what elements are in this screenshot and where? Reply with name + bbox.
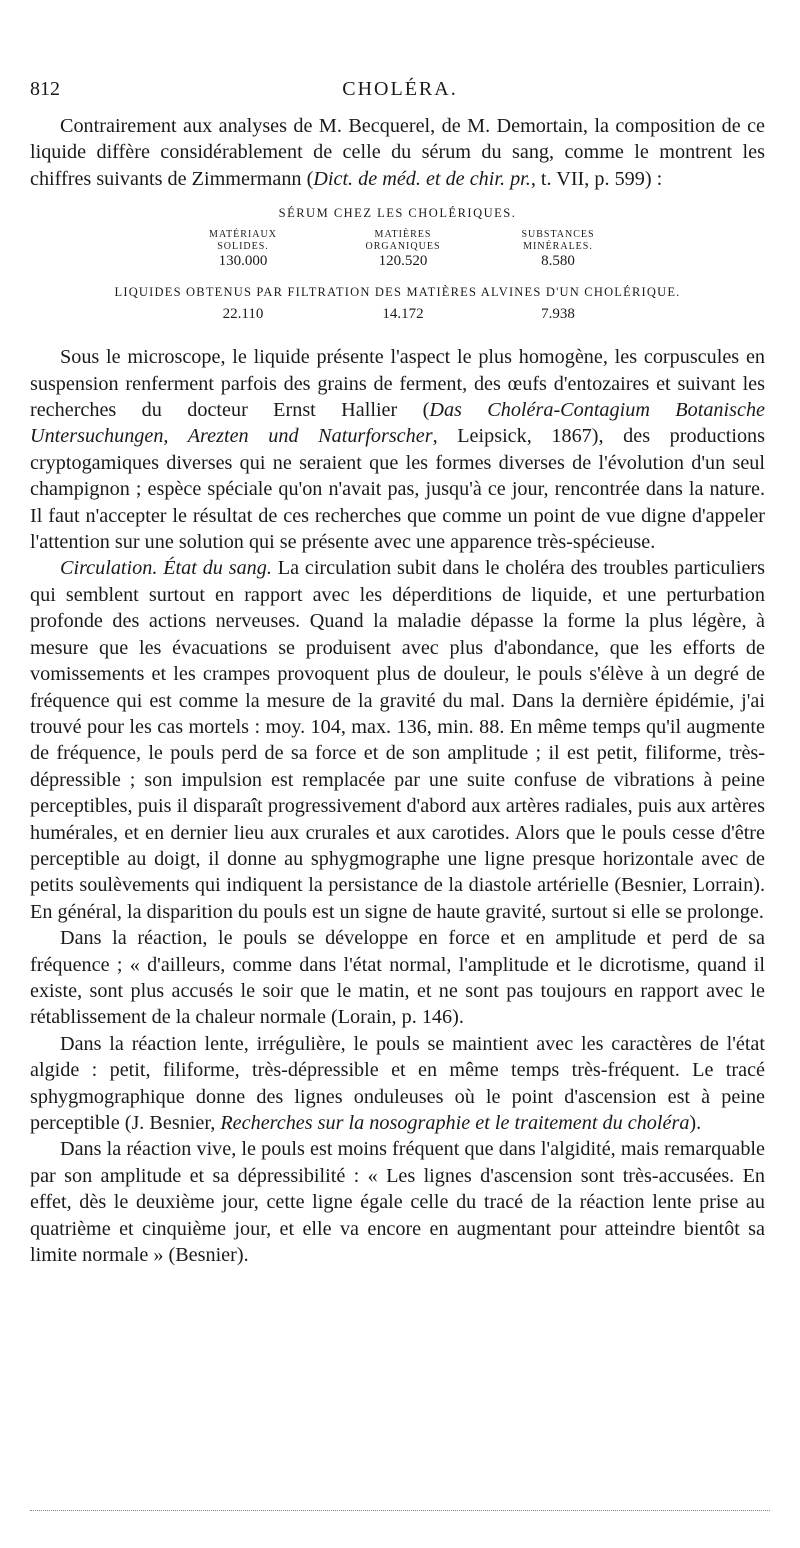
p1-text-a: Sous le microscope, le liquide présente l'aspect le plus homogène, les corpuscules en suspension renferment parfois des grains de ferment, des œufs d'entozaires et suivant les recherches du docteur Ernst Hallier ( [30, 346, 765, 422]
slow-reaction-paragraph [30, 1031, 765, 1137]
table-row-liquides [30, 306, 765, 326]
microscope-paragraph [30, 344, 765, 555]
p1-citation: Das Choléra-Contagium Botanische Untersuchungen, Arezten und Naturforscher [30, 399, 765, 448]
circulation-paragraph [30, 555, 765, 925]
intro-citation: Dict. de méd. et de chir. pr. [313, 167, 531, 190]
table-header-row-1 [30, 229, 765, 241]
section-heading-circulation: Circulation. État du sang. [60, 557, 272, 580]
table-title-serum: SÉRUM CHEZ LES CHOLÉRIQUES. [278, 206, 517, 221]
intro-text: Contrairement aux analyses de M. Becquerel, de M. Demortain, la composition de ce liquide diffère considérablement de celle du sérum du sang, comme le montrent les chiffres suivants de Zimmermann ( [30, 115, 765, 190]
table-cell: 130.000 [218, 253, 268, 270]
p4-text-c: ). [689, 1112, 702, 1134]
page-number: 812 [30, 78, 60, 100]
p4-text-a: Dans la réaction lente, irrégulière, le pouls se maintient avec les caractères de l'état algide : petit, filiforme, très-dépressible et en même temps très-fréquent. Le tracé sphygmographique donne des lignes onduleuses où le point d'ascension est à peine perceptible (J. Besnier, [30, 1032, 765, 1134]
reaction-paragraph: Dans la réaction, le pouls se développe en force et en amplitude et perd de sa fréquence ; « d'ailleurs, comme dans l'état normal, l'amplitude et le dicrotisme, quand il existe, sont plus accusés le soir que le matin, et ne sont pas toujours en rapport avec le rétablissement de la chaleur normale (Lorain, p. 146). [30, 927, 765, 1029]
p2-text: La circulation subit dans le choléra des troubles particuliers qui semblent surtout en rapport avec les déperditions de liquide, et une perturbation profonde des actions nerveuses. Quand la maladie dépasse la forme la plus légère, à mesure que les évacuations se produisent avec plus d'abondance, que les efforts de vomissements et les crampes provoquent plus de douleur, le pouls s'élève à un degré de fréquence qui est comme la mesure de la gravité du mal. Dans la dernière épidémie, j'ai trouvé pour les cas mortels : moy. 104, max. 136, min. 88. En même temps qu'il augmente de fréquence, le pouls perd de sa force et de son amplitude ; il est petit, filiforme, très-dépressible ; son impulsion est remplacée par une suite confuse de vibrations à peine perceptibles, puis il disparaît progressivement d'abord aux artères radiales, puis aux artères humérales, et en dernier lieu aux crurales et aux carotides. Alors que le pouls cesse d'être perceptible au doigt, il donne au sphygmographe une ligne presque horizontale avec de petits soulèvements qui indiquent la persistance de la diastole artérielle (Besnier, Lorrain). En général, la disparition du pouls est un signe de haute gravité, surtout si elle se prolonge. [30, 557, 765, 923]
table-cell: 120.520 [378, 253, 428, 270]
p1-text-c: , Leipsick, 1867), des productions cryptogamiques diverses qui ne seraient que les formes diverses de l'évolution d'un seul champignon ; espèce spéciale qu'on n'avait pas, jusqu'à ce jour, rencontrée dans la nature. Il faut n'accepter le résultat de ces recherches que comme un point de vue digne d'appeler l'attention sur une solution qui se présente avec une apparence très-spécieuse. [30, 425, 765, 554]
intro-paragraph [30, 113, 765, 192]
col-header-1-line1: MATÉRIAUX [209, 229, 277, 241]
table-cell: 7.938 [541, 306, 575, 323]
col-header-2-line1: MATIÈRES [374, 229, 432, 241]
table-header-row-2 [30, 241, 765, 253]
page-header [30, 78, 770, 108]
intro-text-end: , t. VII, p. 599) : [530, 167, 663, 190]
col-header-1-line2: SOLIDES. [217, 241, 269, 253]
table-cell: 8.580 [541, 253, 575, 270]
analysis-table [30, 206, 765, 326]
col-header-2-line2: ORGANIQUES [365, 241, 441, 253]
table-cell: 14.172 [382, 306, 424, 323]
table-row-serum [30, 253, 765, 273]
col-header-3-line2: MINÉRALES. [523, 241, 593, 253]
table-title-liquides: LIQUIDES OBTENUS PAR FILTRATION DES MATIÈRES ALVINES D'UN CHOLÉRIQUE. [114, 285, 681, 300]
p4-citation: Recherches sur la nosographie et le traitement du choléra [220, 1112, 690, 1134]
running-title: CHOLÉRA. [342, 78, 458, 100]
col-header-3-line1: SUBSTANCES [521, 229, 595, 241]
bottom-dotted-line [30, 1510, 770, 1512]
table-cell: 22.110 [222, 306, 264, 323]
page-body [30, 113, 765, 1268]
vivid-reaction-paragraph: Dans la réaction vive, le pouls est moins fréquent que dans l'algidité, mais remarquable par son amplitude et sa dépressibilité : « Les lignes d'ascension sont très-accusées. En effet, dès le deuxième jour, cette ligne égale celle du tracé de la réaction lente prise au quatrième et cinquième jour, et elle va encore en augmentant pour atteindre bientôt sa limite normale » (Besnier). [30, 1138, 765, 1267]
